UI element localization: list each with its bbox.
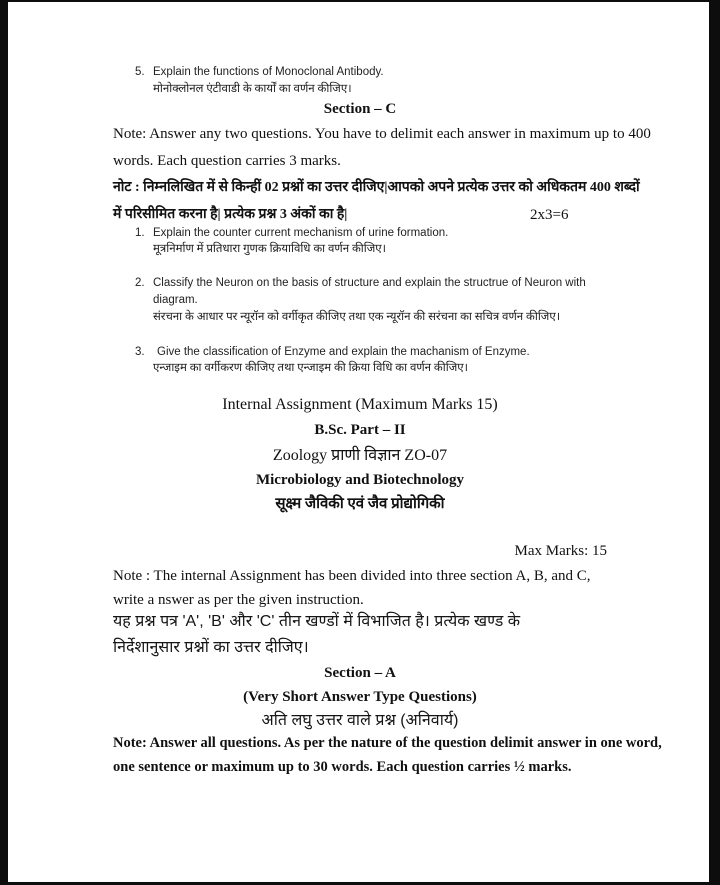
question-1-text-hi: मूत्रनिर्माण में प्रतिधारा गुणक क्रियाविधि का वर्णन कीजिए। — [153, 243, 387, 255]
max-marks: Max Marks: 15 — [514, 543, 607, 559]
assignment-note-hi-line-1: यह प्रश्न पत्र 'A', 'B' और 'C' तीन खण्डों में विभाजित है। प्रत्येक खण्ड के — [113, 613, 521, 630]
page-edge-right — [709, 0, 720, 885]
question-5-number: 5. — [135, 66, 145, 78]
question-5-text-en: Explain the functions of Monoclonal Antibody. — [153, 66, 384, 78]
section-a-heading: Section – A — [324, 665, 396, 681]
page-edge-left — [0, 0, 8, 885]
section-a-subheading-hi: अति लघु उत्तर वाले प्रश्न (अनिवार्य) — [261, 712, 459, 729]
subject-title: Zoology प्राणी विज्ञान ZO-07 — [272, 447, 448, 464]
section-c-note-line-2: words. Each question carries 3 marks. — [113, 153, 341, 169]
question-1-text-en: Explain the counter current mechanism of urine formation. — [153, 227, 449, 239]
question-2-text-en-line-2: diagram. — [153, 294, 198, 306]
section-c-marks-scheme: 2x3=6 — [530, 207, 569, 223]
question-3-number: 3. — [135, 346, 145, 358]
question-2-text-en-line-1: Classify the Neuron on the basis of structure and explain the structrue of Neuron with — [153, 277, 586, 289]
section-a-note-line-2: one sentence or maximum up to 30 words. Each question carries ½ marks. — [113, 759, 572, 775]
question-2-number: 2. — [135, 277, 145, 289]
section-c-heading: Section – C — [323, 101, 397, 117]
question-5-text-hi: मोनोक्लोनल एंटीवाडी के कार्यों का वर्णन कीजिए। — [153, 83, 352, 95]
assignment-note-hi-line-2: निर्देशानुसार प्रश्नों का उत्तर दीजिए। — [113, 639, 309, 656]
question-2-text-hi: संरचना के आधार पर न्यूरॉन को वर्गीकृत कीजिए तथा एक न्यूरॉन की सरंचना का सचित्र वर्णन कीजिए। — [153, 311, 561, 323]
question-3-text-en: Give the classification of Enzyme and explain the machanism of Enzyme. — [157, 346, 530, 358]
paper-title-hi: सूक्ष्म जैविकी एवं जैव प्रोद्योगिकी — [275, 496, 445, 512]
assignment-title: Internal Assignment (Maximum Marks 15) — [222, 396, 498, 413]
section-a-note-line-1: Note: Answer all questions. As per the nature of the question delimit answer in one word, — [113, 735, 662, 751]
assignment-note-line-2: write a nswer as per the given instruction. — [113, 592, 364, 608]
page-edge-top — [0, 0, 720, 2]
assignment-note-line-1: Note : The internal Assignment has been divided into three section A, B, and C, — [113, 568, 591, 584]
question-3-text-hi: एन्जाइम का वर्गीकरण कीजिए तथा एन्जाइम की क्रिया विधि का वर्णन कीजिए। — [153, 362, 468, 374]
section-c-note-hi-line-1: नोट : निम्नलिखित में से किन्हीं 02 प्रश्नों का उत्तर दीजिए|आपको अपने प्रत्येक उत्तर को अधिकतम 400 शब्दों — [113, 180, 640, 195]
paper-title-en: Microbiology and Biotechnology — [255, 472, 465, 488]
course-title: B.Sc. Part – II — [314, 422, 406, 438]
section-a-subheading-en: (Very Short Answer Type Questions) — [243, 689, 477, 705]
section-c-note-hi-line-2: में परिसीमित करना है| प्रत्येक प्रश्न 3 अंकों का है| — [113, 207, 348, 222]
question-1-number: 1. — [135, 227, 145, 239]
section-c-note-line-1: Note: Answer any two questions. You have to delimit each answer in maximum up to 400 — [113, 126, 651, 142]
